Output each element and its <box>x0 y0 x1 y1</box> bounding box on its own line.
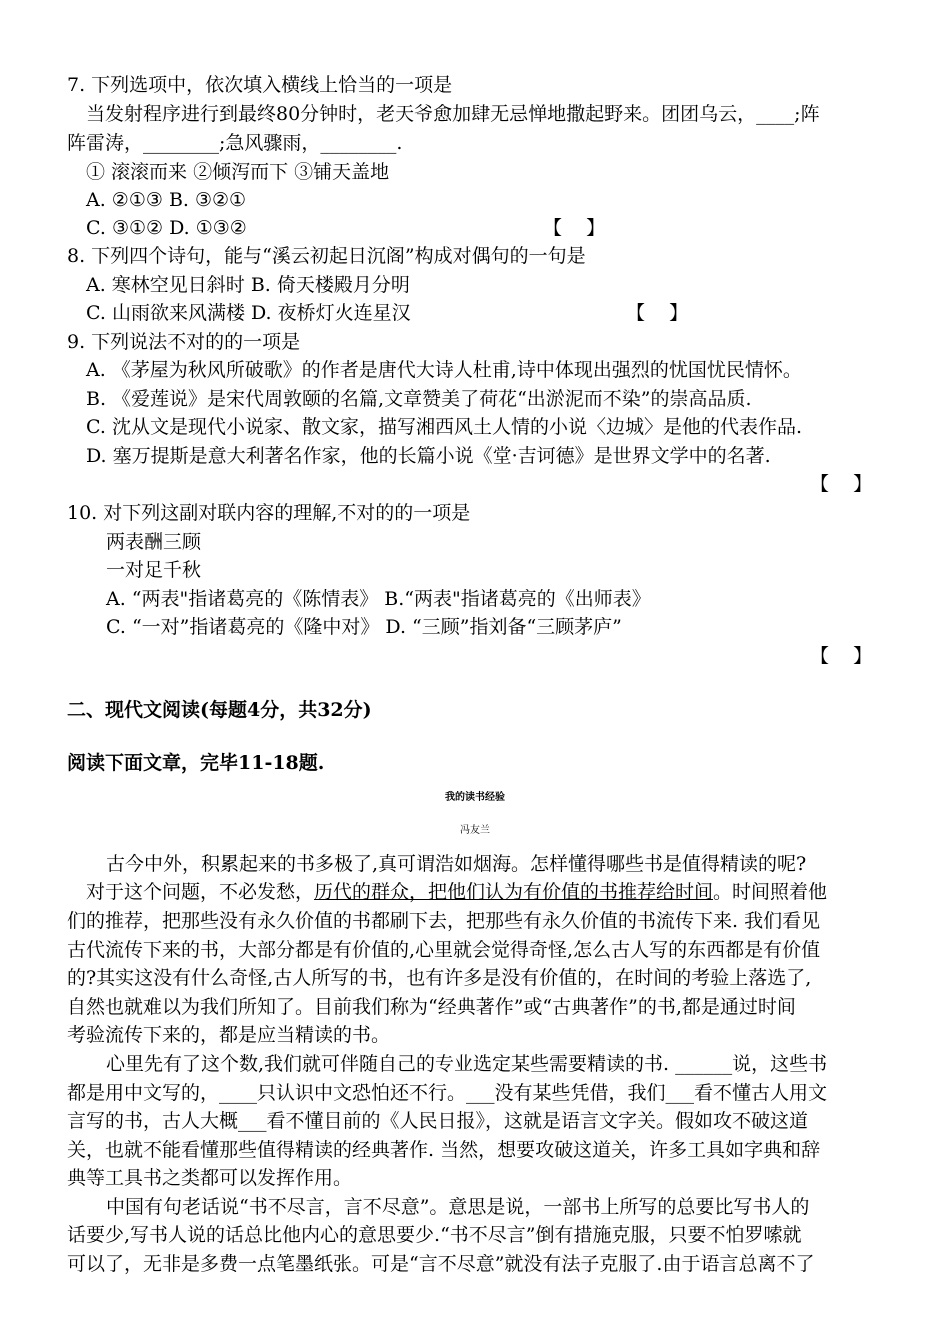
underlined-sentence: 历代的群众，把他们认为有价值的书推荐给时间 <box>314 881 714 903</box>
q8-answer-bracket[interactable]: 【 】 <box>626 302 689 324</box>
q9-stem: 9. 下列说法不对的的一项是 <box>67 331 301 353</box>
q7-phrase-options: ① 滚滚而来 ②倾泻而下 ③铺天盖地 <box>86 161 390 183</box>
q9-choice-b: B. 《爱莲说》是宋代周敦颐的名篇,文章赞美了荷花“出淤泥而不染”的崇高品质. <box>86 388 752 410</box>
paragraph-1-line-2 <box>86 879 827 905</box>
q10-couplet-line-1: 两表酬三顾 <box>106 531 202 553</box>
q7-answer-bracket[interactable]: 【 】 <box>543 217 606 239</box>
paragraph-1-line-2-end: 。时间照着他 <box>713 881 828 903</box>
reading-instruction: 阅读下面文章，完毕11-18题. <box>67 752 325 774</box>
q9-choice-d: D. 塞万提斯是意大利著名作家，他的长篇小说《堂·吉诃德》是世界文学中的名著. <box>86 445 771 467</box>
paragraph-2-line-1: 心里先有了这个数,我们就可伴随自己的专业选定某些需要精读的书. ______说，这些书 <box>106 1053 828 1075</box>
article-author: 冯友兰 <box>460 825 490 836</box>
paragraph-3-line-1: 中国有句老话说“书不尽言，言不尽意”。意思是说，一部书上所写的总要比写书人的 <box>106 1196 810 1218</box>
q7-passage-line-1: 当发射程序进行到最终80分钟时，老天爷愈加肆无忌惮地撒起野来。团团乌云，____;阵 <box>86 103 820 125</box>
paragraph-1-line-6: 自然也就难以为我们所知了。目前我们称为“经典著作”或“古典著作”的书,都是通过时间 <box>67 996 796 1018</box>
paragraph-1-line-2-start: 对于这个问题，不必发愁， <box>86 881 315 903</box>
q8-choices-ab: A. 寒林空见日斜时 B. 倚天楼殿月分明 <box>86 274 410 296</box>
paragraph-3-line-2: 话要少,写书人说的话总比他内心的意思要少.“书不尽言”倒有措施克服，只要不怕罗嗦就 <box>67 1224 802 1246</box>
paragraph-1-line-1: 古今中外，积累起来的书多极了,真可谓浩如烟海。怎样懂得哪些书是值得精读的呢? <box>106 853 807 875</box>
article-title: 我的读书经验 <box>445 792 505 803</box>
paragraph-1-line-4: 古代流传下来的书，大部分都是有价值的,心里就会觉得奇怪,怎么古人写的东西都是有价值 <box>67 939 821 961</box>
q7-stem: 7. 下列选项中，依次填入横线上恰当的一项是 <box>67 74 453 96</box>
paragraph-1-line-3: 们的推荐，把那些没有永久价值的书都刷下去，把那些有永久价值的书流传下来. 我们看见 <box>67 910 821 932</box>
q8-stem: 8. 下列四个诗句，能与“溪云初起日沉阁”构成对偶句的一句是 <box>67 245 586 267</box>
paragraph-2-line-3: 言写的书，古人大概___看不懂目前的《人民日报》，这就是语言文字关。假如攻不破这道 <box>67 1110 809 1132</box>
q10-choices-cd: C. “一对”指诸葛亮的《隆中对》 D. “三顾”指刘备“三顾茅庐” <box>106 616 622 638</box>
q10-couplet-line-2: 一对足千秋 <box>106 559 202 581</box>
paragraph-2-line-4: 关，也就不能看懂那些值得精读的经典著作. 当然，想要攻破这道关，许多工具如字典和辞 <box>67 1139 821 1161</box>
paragraph-2-line-5: 典等工具书之类都可以发挥作用。 <box>67 1167 353 1189</box>
paragraph-1-line-5: 的?其实这没有什么奇怪,古人所写的书，也有许多是没有价值的，在时间的考验上落选了, <box>67 967 812 989</box>
q7-passage-line-2: 阵雷涛，________;急风骤雨，________. <box>67 132 403 154</box>
q9-choice-a: A. 《茅屋为秋风所破歌》的作者是唐代大诗人杜甫,诗中体现出强烈的忧国忧民情怀。 <box>86 359 802 381</box>
q9-answer-bracket[interactable]: 【 】 <box>810 473 873 495</box>
q7-choices-ab: A. ②①③ B. ③②① <box>86 189 247 211</box>
q10-stem: 10. 对下列这副对联内容的理解,不对的的一项是 <box>67 502 471 524</box>
q9-choice-c: C. 沈从文是现代小说家、散文家，描写湘西风土人情的小说〈边城〉是他的代表作品. <box>86 416 802 438</box>
paragraph-3-line-3: 可以了，无非是多费一点笔墨纸张。可是“言不尽意”就没有法子克服了.由于语言总离不了 <box>67 1253 815 1275</box>
q10-choices-ab: A. “两表"指诸葛亮的《陈情表》 B.“两表"指诸葛亮的《出师表》 <box>106 588 651 610</box>
paragraph-2-line-2: 都是用中文写的，____只认识中文恐怕还不行。___没有某些凭借，我们___看不懂古人用文 <box>67 1082 828 1104</box>
q10-answer-bracket[interactable]: 【 】 <box>810 645 873 667</box>
q8-choices-cd: C. 山雨欲来风满楼 D. 夜桥灯火连星汉 <box>86 302 411 324</box>
section-heading: 二、现代文阅读(每题4分，共32分) <box>67 699 372 721</box>
paragraph-1-line-7: 考验流传下来的，都是应当精读的书。 <box>67 1024 391 1046</box>
q7-choices-cd: C. ③①② D. ①③② <box>86 217 247 239</box>
